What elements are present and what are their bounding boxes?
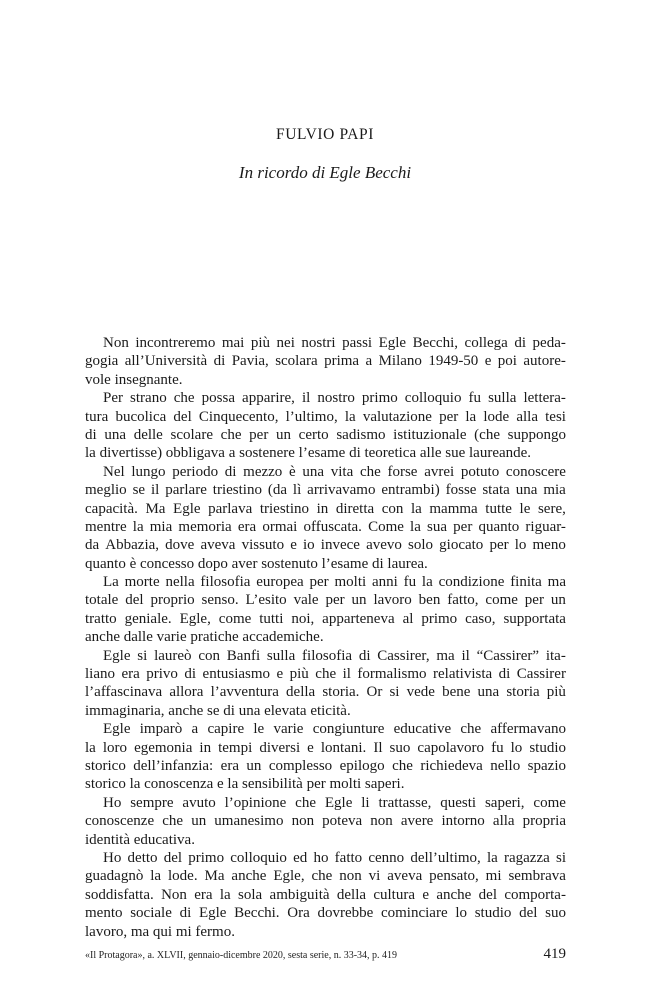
text-line: quanto è concesso dopo aver sostenuto l’esame di laurea.	[85, 555, 428, 572]
text-line: totale del proprio senso. L’esito vale per un lavoro ben fatto, come per un	[85, 592, 566, 609]
text-line: tura bucolica del Cinquecento, l’ultimo, la valutazione per la lode alla tesi	[85, 408, 566, 425]
text-line: liano era privo di entusiasmo e più che il formalismo relativista di Cassirer	[85, 666, 566, 683]
text-line: tratto geniale. Egle, come tutti noi, apparteneva al primo caso, supportata	[85, 610, 566, 627]
text-line: Ho detto del primo colloquio ed ho fatto cenno dell’ultimo, la ragazza si	[103, 849, 566, 866]
text-line: gogia all’Università di Pavia, scolara prima a Milano 1949-50 e poi autore-	[85, 353, 566, 370]
text-line: identità educativa.	[85, 831, 195, 848]
text-line: Nel lungo periodo di mezzo è una vita che forse avrei potuto conoscere	[103, 463, 566, 480]
text-line: mento sociale di Egle Becchi. Ora dovrebbe cominciare lo studio del suo	[85, 905, 566, 922]
text-line: vole insegnante.	[85, 371, 183, 388]
journal-reference: «Il Protagora», a. XLVII, gennaio-dicembre 2020, sesta serie, n. 33-34, p. 419	[85, 950, 398, 961]
text-line: storico la conoscenza e la sensibilità per molti saperi.	[85, 776, 405, 793]
text-line: meglio se il parlare triestino (da lì arrivavamo entrambi) fosse stata una mia	[85, 482, 566, 499]
text-line: Egle imparò a capire le varie congiunture educative che affermavano	[103, 721, 566, 738]
text-line: immaginaria, anche se di una elevata eticità.	[85, 702, 351, 719]
text-line: capacità. Ma Egle parlava triestino in diretta con la mamma tutte le sere,	[85, 500, 566, 517]
page-number: 419	[543, 946, 566, 962]
author-name: FULVIO PAPI	[275, 126, 375, 143]
text-line: da Abbazia, dove aveva vissuto e io invece avevo solo giocato per lo meno	[85, 537, 566, 554]
text-line: di una delle scolare che per un certo sadismo istituzionale (che suppongo	[85, 426, 566, 443]
text-line: mentre la mia memoria era ormai offuscata. Come la sua per quanto riguar-	[85, 518, 566, 535]
text-line: La morte nella filosofia europea per molti anni fu la condizione finita ma	[103, 574, 566, 591]
text-line: la divertisse) obbligava a sostenere l’esame di teoretica alle sue laureande.	[85, 445, 532, 462]
text-line: storico dell’infanzia: era un complesso epilogo che richiedeva nello spazio	[85, 757, 566, 774]
text-line: anche dalle varie pratiche accademiche.	[85, 629, 324, 646]
text-line: Ho sempre avuto l’opinione che Egle li trattasse, questi saperi, come	[103, 794, 566, 811]
text-line: Non incontreremo mai più nei nostri passi Egle Becchi, collega di peda-	[103, 335, 566, 351]
text-line: l’affascinava allora l’avventura della storia. Or si vede bene una storia più	[85, 684, 566, 701]
article-body	[85, 334, 566, 941]
text-line: soddisfatta. Non era la sola ambiguità della cultura e anche del comporta-	[85, 886, 566, 903]
text-line: conoscenze che un umanesimo non poteva non avere intorno alla propria	[85, 813, 566, 830]
page-footer	[85, 946, 566, 966]
text-line: Egle si laureò con Banfi sulla filosofia di Cassirer, ma il “Cassirer” ita-	[103, 647, 566, 664]
text-line: la loro egemonia in tempi diversi e lontani. Il suo capolavoro fu lo studio	[85, 739, 566, 756]
text-line: guadagnò la lode. Ma anche Egle, che non vi aveva pensato, mi sembrava	[85, 868, 566, 885]
text-line: lavoro, ma qui mi fermo.	[85, 923, 235, 940]
article-title: In ricordo di Egle Becchi	[238, 163, 412, 182]
text-line: Per strano che possa apparire, il nostro primo colloquio fu sulla lettera-	[103, 390, 566, 407]
